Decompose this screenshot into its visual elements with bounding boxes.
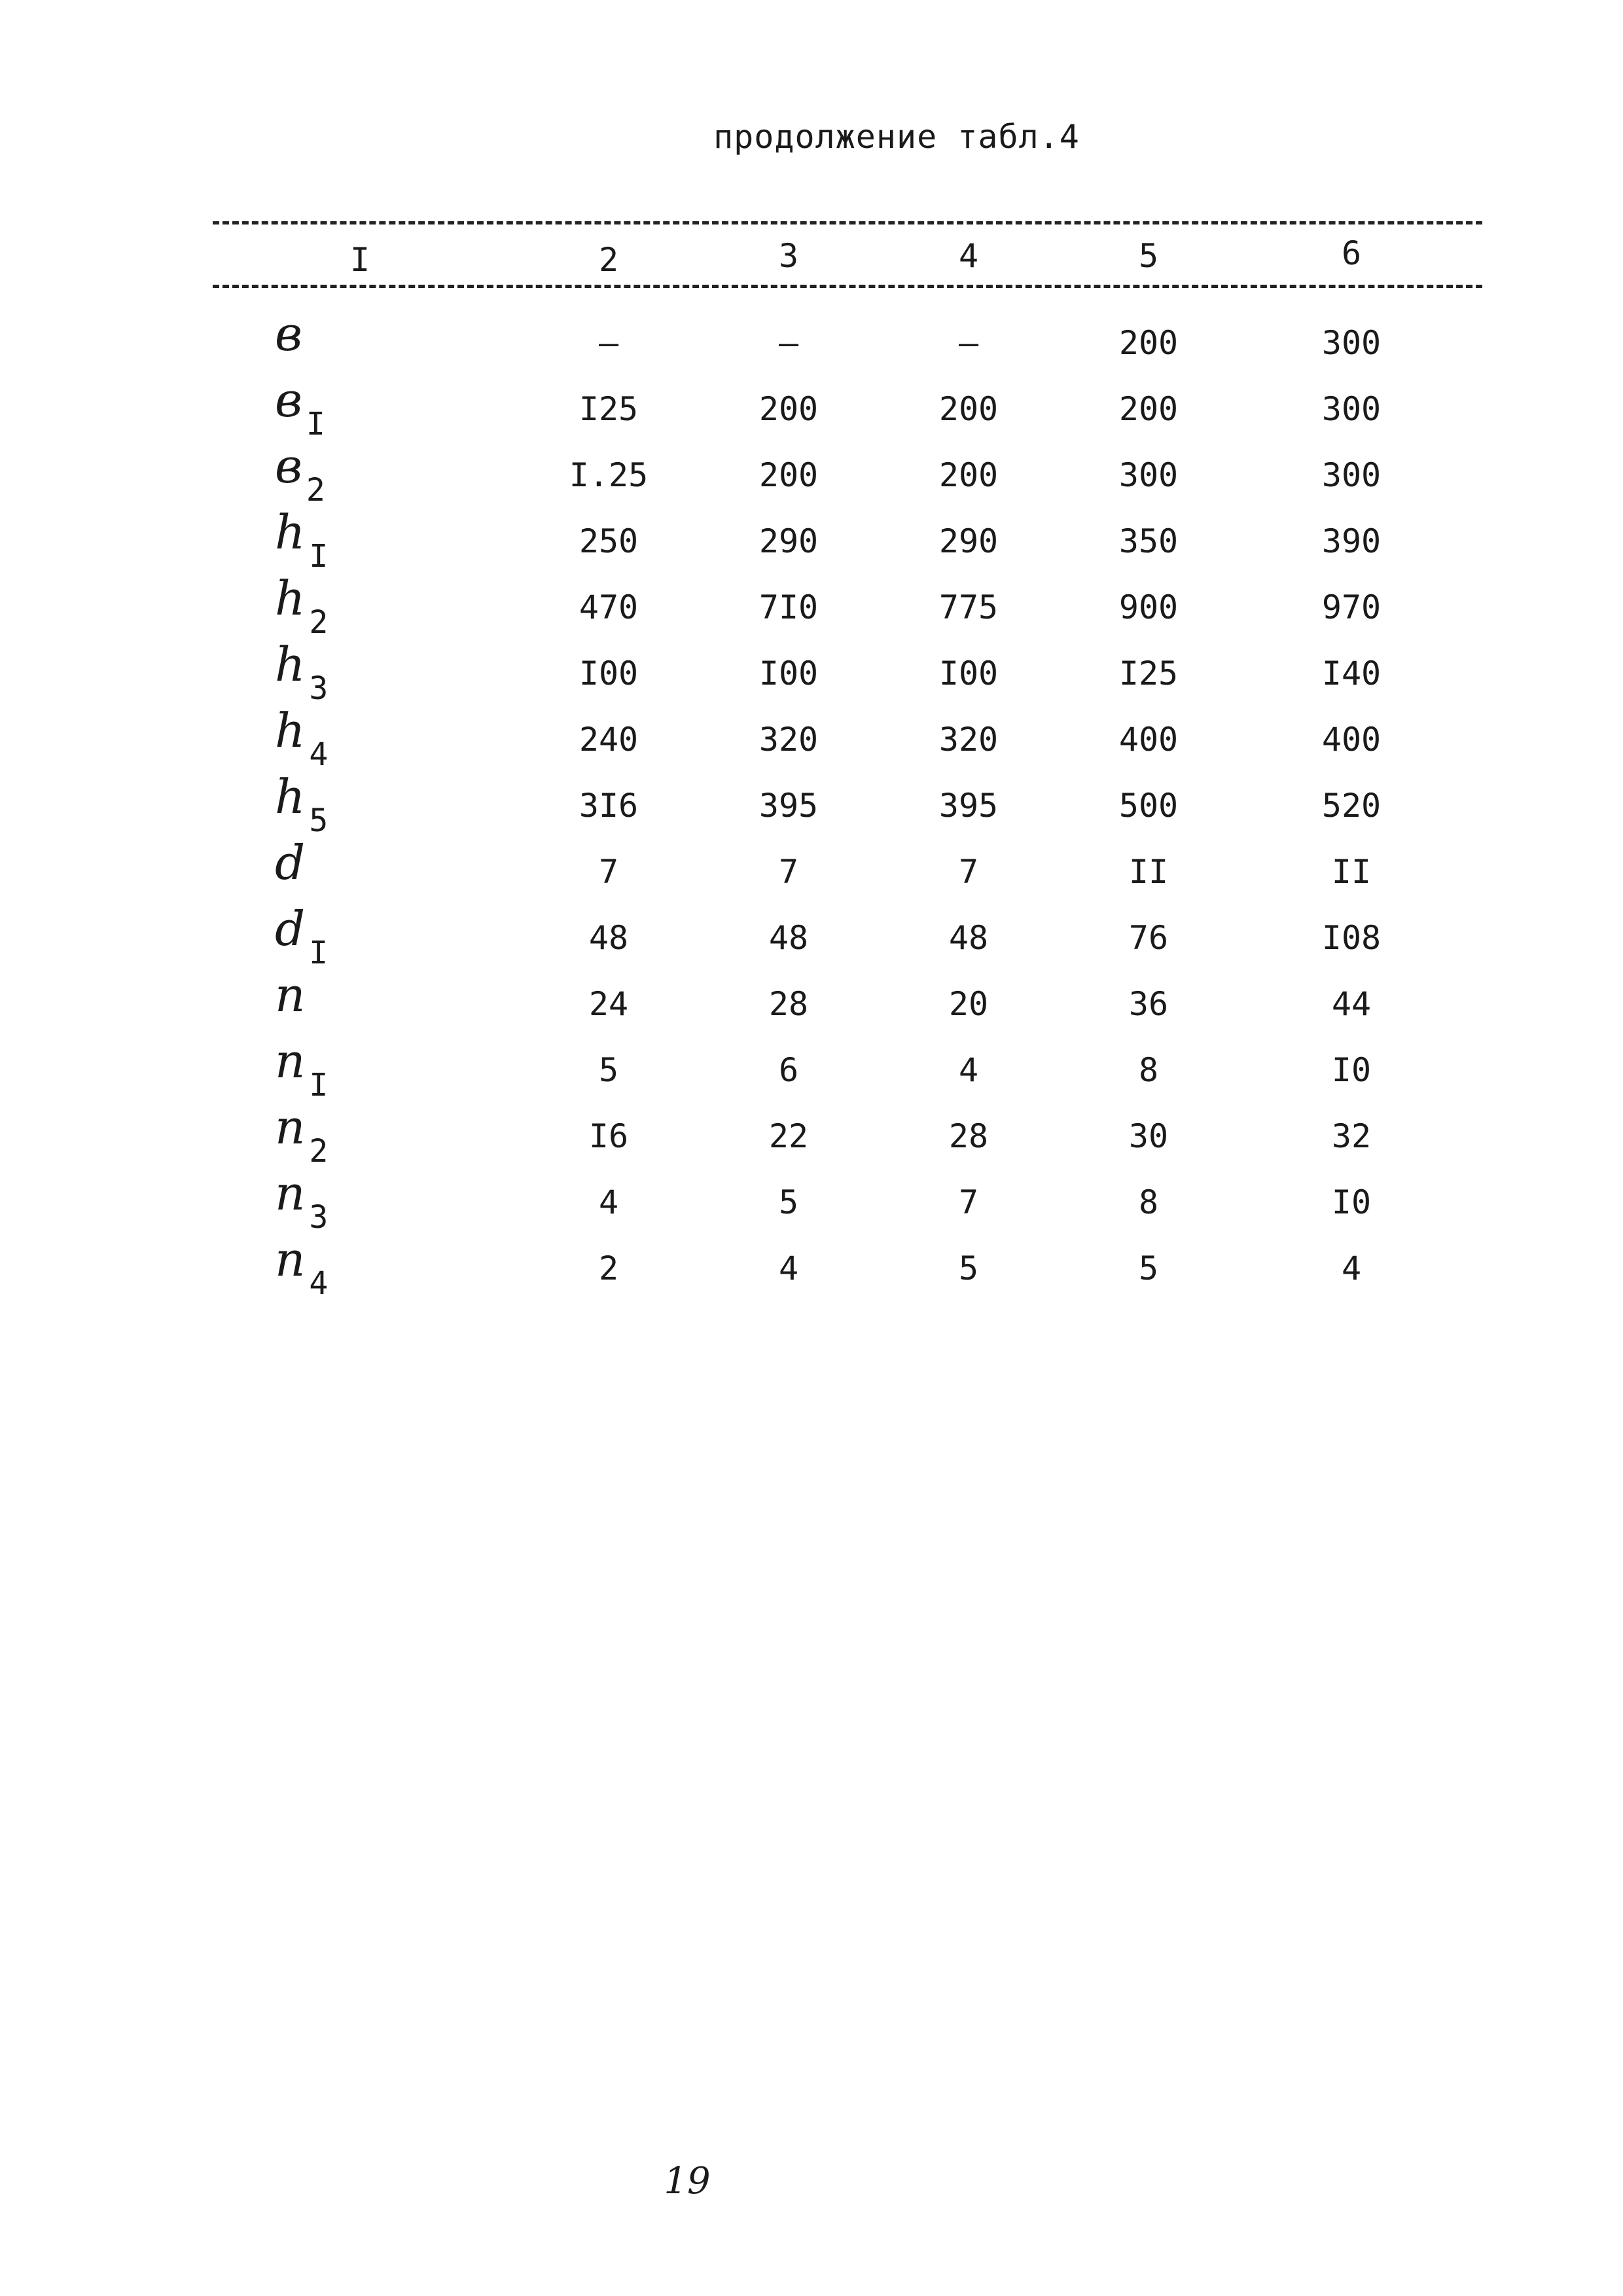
table-row: [0, 901, 1623, 971]
table-row: [0, 505, 1623, 575]
table-cell: 200: [758, 390, 819, 428]
row-symbol-letter: h: [275, 703, 306, 758]
table-cell: 5: [1138, 1249, 1159, 1287]
row-symbol-subscript: I: [309, 538, 329, 575]
row-symbol: [275, 1100, 406, 1170]
table-cell: 48: [768, 919, 809, 957]
table-cell: I00: [579, 655, 639, 692]
table-cell: 20: [948, 985, 989, 1023]
table-cell: I25: [579, 390, 639, 428]
row-symbol-subscript: I: [309, 1067, 329, 1103]
table-cell: 76: [1128, 919, 1169, 957]
table-cell: 7: [958, 853, 979, 891]
table-row: [0, 769, 1623, 839]
table-cell: I08: [1321, 919, 1382, 957]
table-cell: 3I6: [579, 787, 639, 825]
table-cell: 4: [778, 1249, 799, 1287]
table-cell: 200: [938, 456, 999, 494]
table-cell: 300: [1118, 456, 1179, 494]
table-cell: I40: [1321, 655, 1382, 692]
table-cell: 300: [1321, 456, 1382, 494]
table-caption: продолжение табл.4: [713, 118, 1080, 156]
table-cell: 5: [598, 1051, 619, 1089]
table-row: [0, 1232, 1623, 1302]
table-cell: 470: [579, 588, 639, 626]
table-cell: 200: [1118, 390, 1179, 428]
row-symbol-letter: n: [275, 1166, 306, 1221]
row-symbol-subscript: 3: [309, 1199, 329, 1236]
table-row: [0, 372, 1623, 442]
row-symbol: [275, 1166, 406, 1236]
column-header-4: 4: [958, 237, 979, 275]
table-cell: 320: [938, 721, 999, 759]
table-cell: 32: [1331, 1117, 1372, 1155]
row-symbol: [275, 969, 406, 1027]
table-cell: 8: [1138, 1183, 1159, 1221]
row-symbol-subscript: 2: [309, 1133, 329, 1170]
table-cell: 250: [579, 522, 639, 560]
table-cell: I0: [1331, 1183, 1372, 1221]
table-cell: 320: [758, 721, 819, 759]
row-symbol-subscript: I: [306, 406, 325, 442]
row-symbol-letter: d: [275, 901, 306, 956]
row-symbol: [275, 637, 406, 707]
row-symbol: [275, 836, 406, 895]
row-symbol-letter: h: [275, 505, 306, 560]
table-cell: 240: [579, 721, 639, 759]
table-cell: 2: [598, 1249, 619, 1287]
table-cell: 4: [598, 1183, 619, 1221]
table-row: [0, 703, 1623, 773]
table-cell: II: [1331, 853, 1372, 891]
row-symbol: [275, 1232, 406, 1302]
table-cell: II: [1128, 853, 1169, 891]
row-symbol: [275, 571, 406, 641]
row-symbol: [275, 439, 406, 509]
header-top-dashed-rule: [213, 221, 1482, 224]
table-cell: 28: [768, 985, 809, 1023]
row-symbol-letter: h: [275, 637, 306, 692]
table-cell: 4: [1341, 1249, 1362, 1287]
row-symbol-letter: в: [275, 372, 302, 427]
table-cell: 395: [758, 787, 819, 825]
table-cell: 44: [1331, 985, 1372, 1023]
table-cell: 24: [588, 985, 629, 1023]
table-cell: 900: [1118, 588, 1179, 626]
table-cell: 290: [758, 522, 819, 560]
row-symbol-subscript: 3: [309, 670, 329, 707]
table-cell: 28: [948, 1117, 989, 1155]
table-cell: 350: [1118, 522, 1179, 560]
row-symbol: [275, 703, 406, 773]
table-cell: 395: [938, 787, 999, 825]
table-cell: 200: [758, 456, 819, 494]
row-symbol-letter: в: [275, 439, 302, 493]
table-cell: 8: [1138, 1051, 1159, 1089]
table-cell: –: [778, 324, 799, 362]
row-symbol-letter: h: [275, 571, 306, 626]
table-row: [0, 439, 1623, 509]
row-symbol-letter: d: [275, 835, 306, 890]
table-cell: I0: [1331, 1051, 1372, 1089]
row-symbol-subscript: 5: [309, 802, 329, 839]
table-row: [0, 1033, 1623, 1103]
column-header-1: I: [349, 241, 370, 279]
table-cell: 7: [598, 853, 619, 891]
row-symbol: [275, 308, 406, 366]
table-cell: 290: [938, 522, 999, 560]
table-row: [0, 1100, 1623, 1170]
row-symbol-subscript: 4: [309, 1265, 329, 1302]
row-symbol: [275, 1033, 406, 1103]
row-symbol-letter: h: [275, 769, 306, 824]
column-header-6: 6: [1341, 234, 1362, 272]
row-symbol-subscript: I: [309, 935, 328, 971]
table-cell: I25: [1118, 655, 1179, 692]
table-cell: 22: [768, 1117, 809, 1155]
row-symbol-letter: в: [275, 306, 302, 361]
table-row: [0, 836, 1623, 902]
table-cell: 48: [588, 919, 629, 957]
row-symbol-letter: n: [275, 1033, 306, 1088]
table-cell: 5: [958, 1249, 979, 1287]
table-row: [0, 308, 1623, 373]
column-header-5: 5: [1138, 237, 1159, 275]
row-symbol-letter: n: [275, 967, 306, 1022]
table-cell: 200: [938, 390, 999, 428]
row-symbol: [275, 769, 406, 839]
table-cell: 5: [778, 1183, 799, 1221]
table-cell: 520: [1321, 787, 1382, 825]
table-cell: 300: [1321, 390, 1382, 428]
row-symbol: [275, 505, 406, 575]
row-symbol: [275, 901, 406, 971]
table-cell: 4: [958, 1051, 979, 1089]
page-number: 19: [664, 2160, 711, 2202]
table-cell: –: [598, 324, 619, 362]
row-symbol-subscript: 2: [306, 472, 325, 509]
table-cell: 400: [1118, 721, 1179, 759]
table-cell: 30: [1128, 1117, 1169, 1155]
table-row: [0, 637, 1623, 707]
table-row: [0, 1166, 1623, 1236]
table-cell: 6: [778, 1051, 799, 1089]
table-cell: I6: [588, 1117, 629, 1155]
row-symbol-subscript: 4: [309, 736, 329, 773]
table-header-row: [0, 229, 1623, 281]
table-cell: 775: [938, 588, 999, 626]
table-cell: I.25: [569, 456, 649, 494]
table-row: [0, 571, 1623, 641]
table-cell: 200: [1118, 324, 1179, 362]
table-cell: I00: [758, 655, 819, 692]
column-header-3: 3: [778, 237, 799, 275]
row-symbol: [275, 372, 406, 442]
table-cell: 400: [1321, 721, 1382, 759]
table-row: [0, 969, 1623, 1034]
table-cell: I00: [938, 655, 999, 692]
row-symbol-letter: n: [275, 1232, 306, 1287]
column-header-2: 2: [598, 241, 619, 279]
table-cell: 7: [778, 853, 799, 891]
table-cell: 390: [1321, 522, 1382, 560]
table-cell: 48: [948, 919, 989, 957]
table-cell: –: [958, 324, 979, 362]
table-cell: 300: [1321, 324, 1382, 362]
table-cell: 7: [958, 1183, 979, 1221]
header-bottom-dashed-rule: [213, 285, 1482, 288]
table-cell: 500: [1118, 787, 1179, 825]
table-cell: 970: [1321, 588, 1382, 626]
row-symbol-letter: n: [275, 1100, 306, 1155]
row-symbol-subscript: 2: [309, 604, 329, 641]
table-cell: 7I0: [758, 588, 819, 626]
table-cell: 36: [1128, 985, 1169, 1023]
